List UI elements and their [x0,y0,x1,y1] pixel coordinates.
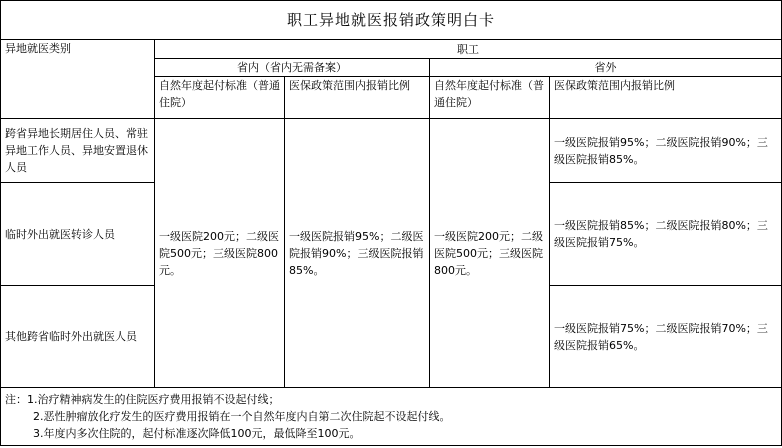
out-ratio-row-1: 一级医院报销95%；二级医院报销90%；三级医院报销85%。 [550,119,782,183]
out-ratio-row-3: 一级医院报销75%；二级医院报销70%；三级医院报销65%。 [550,286,782,388]
note-1: 注：1.治疗精神病发生的住院医疗费用报销不设起付线； [5,393,280,406]
in-ratio-header: 医保政策范围内报销比例 [285,77,430,119]
note-3: 3.年度内多次住院的，起付标准逐次降低100元，最低降至100元。 [33,427,361,440]
in-threshold-value: 一级医院200元；二级医院500元；三级医院800元。 [155,119,285,388]
in-province-header: 省内（省内无需备案） [155,59,430,77]
category-row-1: 跨省异地长期居住人员、常驻异地工作人员、异地安置退休人员 [1,119,155,183]
note-2: 2.恶性肿瘤放化疗发生的医疗费用报销在一个自然年度内自第二次住院起不设起付线。 [33,410,451,423]
out-threshold-header: 自然年度起付标准（普通住院） [430,77,550,119]
notes-section [1,388,782,446]
in-threshold-header: 自然年度起付标准（普通住院） [155,77,285,119]
card-title: 职工异地就医报销政策明白卡 [1,1,782,40]
out-threshold-value: 一级医院200元；二级医院500元；三级医院800元。 [430,119,550,388]
category-row-3: 其他跨省临时外出就医人员 [1,286,155,388]
employee-header: 职工 [155,40,782,59]
out-ratio-row-2: 一级医院报销85%；二级医院报销80%；三级医院报销75%。 [550,183,782,286]
category-header: 异地就医类别 [1,40,155,119]
category-row-2: 临时外出就医转诊人员 [1,183,155,286]
out-province-header: 省外 [430,59,782,77]
in-ratio-value: 一级医院报销95%；二级医院报销90%；三级医院报销85%。 [285,119,430,388]
out-ratio-header: 医保政策范围内报销比例 [550,77,782,119]
